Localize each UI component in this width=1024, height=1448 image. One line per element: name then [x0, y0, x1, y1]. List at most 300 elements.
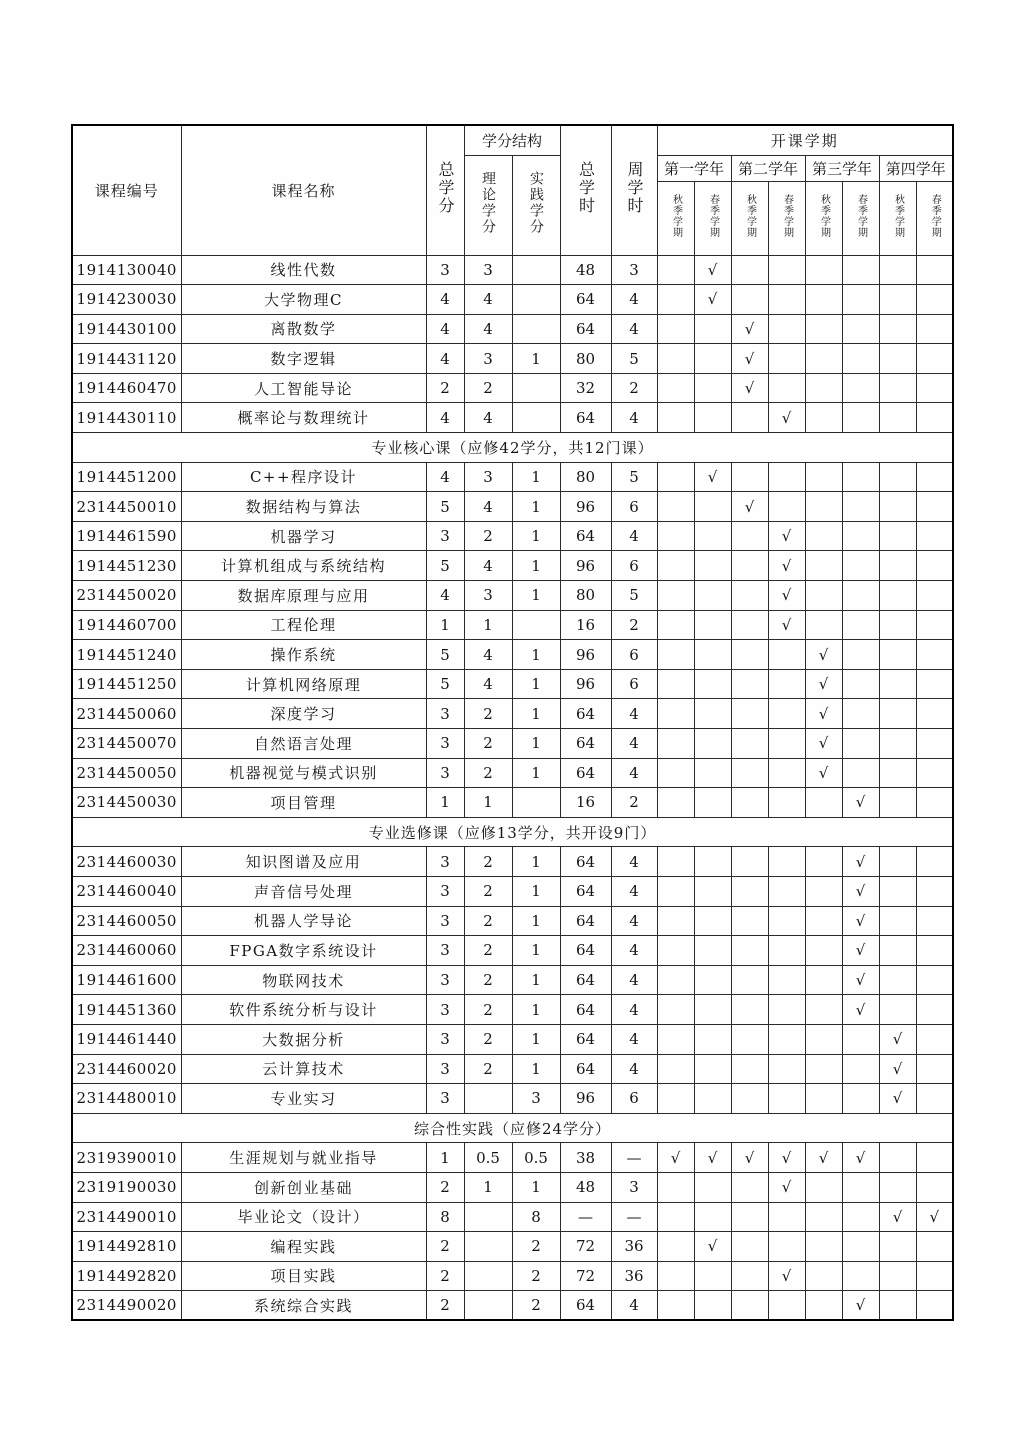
- semester-cell-y3-fall: [805, 788, 842, 818]
- semester-cell-y3-fall: [805, 403, 842, 433]
- weekly-hours-cell: 5: [611, 344, 657, 374]
- total-credits-cell: 2: [426, 1172, 464, 1202]
- semester-cell-y4-spring: [916, 1024, 953, 1054]
- semester-cell-y1-spring: √: [694, 255, 731, 285]
- semester-cell-y3-spring: √: [842, 847, 879, 877]
- practice-credits-cell: 1: [512, 876, 560, 906]
- semester-cell-y4-spring: [916, 521, 953, 551]
- total-hours-cell: 16: [560, 610, 611, 640]
- course-code-cell: 1914461590: [72, 521, 181, 551]
- total-credits-cell: 8: [426, 1202, 464, 1232]
- weekly-hours-cell: 4: [611, 876, 657, 906]
- header-y3-spring: 春季学期: [842, 181, 879, 255]
- weekly-hours-cell: 4: [611, 847, 657, 877]
- course-row: [72, 551, 953, 581]
- course-code-cell: 1914430110: [72, 403, 181, 433]
- total-hours-cell: 96: [560, 640, 611, 670]
- semester-cell-y4-spring: [916, 788, 953, 818]
- total-hours-cell: 64: [560, 699, 611, 729]
- practice-credits-cell: 2: [512, 1291, 560, 1321]
- semester-cell-y2-fall: √: [731, 492, 768, 522]
- weekly-hours-cell: 4: [611, 936, 657, 966]
- theory-credits-cell: 3: [464, 581, 512, 611]
- theory-credits-cell: 2: [464, 521, 512, 551]
- practice-credits-cell: 1: [512, 906, 560, 936]
- semester-cell-y2-fall: √: [731, 1143, 768, 1173]
- semester-cell-y4-spring: [916, 285, 953, 315]
- semester-cell-y1-spring: √: [694, 1232, 731, 1262]
- semester-cell-y1-spring: [694, 610, 731, 640]
- semester-cell-y4-spring: [916, 1143, 953, 1173]
- theory-credits-cell: [464, 1261, 512, 1291]
- semester-cell-y2-spring: [768, 758, 805, 788]
- course-code-cell: 2314480010: [72, 1084, 181, 1114]
- semester-cell-y2-fall: [731, 965, 768, 995]
- course-name-cell: 创新创业基础: [181, 1172, 426, 1202]
- course-row: [72, 906, 953, 936]
- weekly-hours-cell: 6: [611, 669, 657, 699]
- total-credits-cell: 3: [426, 1084, 464, 1114]
- semester-cell-y3-fall: [805, 255, 842, 285]
- weekly-hours-cell: 4: [611, 758, 657, 788]
- practice-credits-cell: [512, 255, 560, 285]
- semester-cell-y2-spring: [768, 847, 805, 877]
- theory-credits-cell: 4: [464, 285, 512, 315]
- course-code-cell: 2314460050: [72, 906, 181, 936]
- semester-cell-y1-fall: [657, 1291, 694, 1321]
- semester-cell-y1-spring: [694, 965, 731, 995]
- course-code-cell: 2314490010: [72, 1202, 181, 1232]
- semester-cell-y3-spring: [842, 255, 879, 285]
- semester-cell-y4-fall: √: [879, 1024, 916, 1054]
- semester-cell-y3-spring: [842, 581, 879, 611]
- semester-cell-y1-fall: [657, 551, 694, 581]
- semester-cell-y1-spring: [694, 1261, 731, 1291]
- semester-cell-y2-spring: [768, 936, 805, 966]
- semester-cell-y1-spring: [694, 640, 731, 670]
- total-hours-cell: 38: [560, 1143, 611, 1173]
- semester-cell-y4-fall: √: [879, 1054, 916, 1084]
- course-code-cell: 1914492820: [72, 1261, 181, 1291]
- theory-credits-cell: 4: [464, 551, 512, 581]
- course-code-cell: 1914461440: [72, 1024, 181, 1054]
- semester-cell-y3-fall: [805, 965, 842, 995]
- practice-credits-cell: 1: [512, 669, 560, 699]
- semester-cell-y3-spring: √: [842, 936, 879, 966]
- semester-cell-y1-fall: [657, 373, 694, 403]
- course-name-cell: 操作系统: [181, 640, 426, 670]
- semester-cell-y1-spring: [694, 995, 731, 1025]
- course-row: [72, 1172, 953, 1202]
- practice-credits-cell: 1: [512, 729, 560, 759]
- semester-cell-y3-fall: √: [805, 699, 842, 729]
- semester-cell-y1-fall: [657, 1054, 694, 1084]
- semester-cell-y4-fall: [879, 936, 916, 966]
- total-hours-cell: 16: [560, 788, 611, 818]
- total-hours-cell: 96: [560, 1084, 611, 1114]
- semester-cell-y4-spring: [916, 640, 953, 670]
- total-credits-cell: 5: [426, 640, 464, 670]
- semester-cell-y3-fall: [805, 521, 842, 551]
- total-hours-cell: 64: [560, 1024, 611, 1054]
- total-credits-cell: 3: [426, 1024, 464, 1054]
- course-code-cell: 1914451240: [72, 640, 181, 670]
- total-hours-cell: 64: [560, 758, 611, 788]
- weekly-hours-cell: 4: [611, 729, 657, 759]
- header-y4-fall: 秋季学期: [879, 181, 916, 255]
- practice-credits-cell: 1: [512, 521, 560, 551]
- semester-cell-y1-fall: [657, 1024, 694, 1054]
- theory-credits-cell: 3: [464, 344, 512, 374]
- course-name-cell: 工程伦理: [181, 610, 426, 640]
- semester-cell-y4-spring: [916, 847, 953, 877]
- course-code-cell: 1914230030: [72, 285, 181, 315]
- semester-cell-y3-fall: [805, 1261, 842, 1291]
- weekly-hours-cell: 36: [611, 1261, 657, 1291]
- semester-cell-y4-fall: [879, 669, 916, 699]
- semester-cell-y1-fall: [657, 403, 694, 433]
- header-year-4: 第四学年: [879, 155, 953, 181]
- semester-cell-y1-spring: [694, 1054, 731, 1084]
- semester-cell-y3-spring: √: [842, 1143, 879, 1173]
- course-row: [72, 610, 953, 640]
- semester-cell-y4-fall: [879, 462, 916, 492]
- semester-cell-y3-fall: √: [805, 758, 842, 788]
- total-credits-cell: 3: [426, 729, 464, 759]
- header-y2-spring: 春季学期: [768, 181, 805, 255]
- total-hours-cell: 64: [560, 1054, 611, 1084]
- practice-credits-cell: 1: [512, 492, 560, 522]
- semester-cell-y4-fall: √: [879, 1084, 916, 1114]
- semester-cell-y4-fall: [879, 1261, 916, 1291]
- semester-cell-y3-spring: [842, 729, 879, 759]
- course-row: [72, 492, 953, 522]
- semester-cell-y4-spring: [916, 1291, 953, 1321]
- total-credits-cell: 4: [426, 285, 464, 315]
- theory-credits-cell: 2: [464, 699, 512, 729]
- course-row: [72, 640, 953, 670]
- course-name-cell: 专业实习: [181, 1084, 426, 1114]
- semester-cell-y2-fall: [731, 788, 768, 818]
- weekly-hours-cell: 6: [611, 1084, 657, 1114]
- total-credits-cell: 2: [426, 1232, 464, 1262]
- course-row: [72, 1261, 953, 1291]
- theory-credits-cell: 2: [464, 876, 512, 906]
- course-row: [72, 1202, 953, 1232]
- semester-cell-y1-fall: [657, 995, 694, 1025]
- practice-credits-cell: 1: [512, 344, 560, 374]
- theory-credits-cell: [464, 1232, 512, 1262]
- semester-cell-y1-spring: √: [694, 285, 731, 315]
- total-credits-cell: 4: [426, 314, 464, 344]
- header-total-hours: 总学时: [560, 125, 611, 255]
- total-credits-cell: 3: [426, 847, 464, 877]
- weekly-hours-cell: 3: [611, 1172, 657, 1202]
- course-name-cell: C++程序设计: [181, 462, 426, 492]
- semester-cell-y1-fall: [657, 285, 694, 315]
- course-name-cell: 知识图谱及应用: [181, 847, 426, 877]
- practice-credits-cell: 8: [512, 1202, 560, 1232]
- semester-cell-y1-fall: √: [657, 1143, 694, 1173]
- semester-cell-y4-spring: [916, 876, 953, 906]
- semester-cell-y2-fall: [731, 1261, 768, 1291]
- course-name-cell: 项目管理: [181, 788, 426, 818]
- header-course-name: 课程名称: [181, 125, 426, 255]
- semester-cell-y2-spring: [768, 1054, 805, 1084]
- total-credits-cell: 4: [426, 344, 464, 374]
- semester-cell-y4-spring: [916, 344, 953, 374]
- weekly-hours-cell: 2: [611, 373, 657, 403]
- course-row: [72, 936, 953, 966]
- course-code-cell: 1914461600: [72, 965, 181, 995]
- semester-cell-y1-fall: [657, 788, 694, 818]
- semester-cell-y4-fall: [879, 344, 916, 374]
- total-credits-cell: 4: [426, 581, 464, 611]
- total-hours-cell: 72: [560, 1232, 611, 1262]
- semester-cell-y1-fall: [657, 847, 694, 877]
- semester-cell-y1-fall: [657, 344, 694, 374]
- semester-cell-y4-fall: [879, 906, 916, 936]
- semester-cell-y4-fall: [879, 1172, 916, 1202]
- weekly-hours-cell: 4: [611, 1054, 657, 1084]
- semester-cell-y2-spring: [768, 699, 805, 729]
- semester-cell-y3-spring: [842, 640, 879, 670]
- theory-credits-cell: 3: [464, 462, 512, 492]
- theory-credits-cell: 2: [464, 995, 512, 1025]
- course-name-cell: 声音信号处理: [181, 876, 426, 906]
- practice-credits-cell: 1: [512, 965, 560, 995]
- total-credits-cell: 1: [426, 610, 464, 640]
- semester-cell-y2-spring: [768, 906, 805, 936]
- course-name-cell: 编程实践: [181, 1232, 426, 1262]
- course-code-cell: 2314460030: [72, 847, 181, 877]
- semester-cell-y2-spring: [768, 462, 805, 492]
- course-row: [72, 758, 953, 788]
- practice-credits-cell: 3: [512, 1084, 560, 1114]
- semester-cell-y3-fall: [805, 373, 842, 403]
- course-row: [72, 344, 953, 374]
- semester-cell-y2-fall: √: [731, 373, 768, 403]
- semester-cell-y3-spring: [842, 521, 879, 551]
- semester-cell-y1-fall: [657, 314, 694, 344]
- course-name-cell: 大数据分析: [181, 1024, 426, 1054]
- semester-cell-y4-spring: [916, 255, 953, 285]
- course-code-cell: 2319390010: [72, 1143, 181, 1173]
- weekly-hours-cell: 4: [611, 906, 657, 936]
- course-row: [72, 1054, 953, 1084]
- practice-credits-cell: 1: [512, 1172, 560, 1202]
- semester-cell-y2-spring: [768, 640, 805, 670]
- course-code-cell: 2314460020: [72, 1054, 181, 1084]
- semester-cell-y1-fall: [657, 492, 694, 522]
- theory-credits-cell: 2: [464, 729, 512, 759]
- semester-cell-y1-fall: [657, 1232, 694, 1262]
- course-row: [72, 1024, 953, 1054]
- theory-credits-cell: 2: [464, 758, 512, 788]
- semester-cell-y2-fall: [731, 1202, 768, 1232]
- semester-cell-y4-fall: [879, 551, 916, 581]
- total-hours-cell: 80: [560, 462, 611, 492]
- semester-cell-y1-fall: [657, 1172, 694, 1202]
- total-hours-cell: 80: [560, 581, 611, 611]
- semester-cell-y2-fall: [731, 1291, 768, 1321]
- practice-credits-cell: 2: [512, 1261, 560, 1291]
- course-code-cell: 2314490020: [72, 1291, 181, 1321]
- theory-credits-cell: 1: [464, 1172, 512, 1202]
- header-course-code: 课程编号: [72, 125, 181, 255]
- total-credits-cell: 3: [426, 521, 464, 551]
- theory-credits-cell: [464, 1084, 512, 1114]
- course-row: [72, 788, 953, 818]
- theory-credits-cell: 1: [464, 610, 512, 640]
- practice-credits-cell: 0.5: [512, 1143, 560, 1173]
- semester-cell-y3-fall: [805, 1024, 842, 1054]
- weekly-hours-cell: —: [611, 1202, 657, 1232]
- section-row: [72, 433, 953, 463]
- semester-cell-y2-spring: [768, 876, 805, 906]
- practice-credits-cell: 1: [512, 936, 560, 966]
- table-header: [72, 125, 953, 255]
- total-credits-cell: 1: [426, 1143, 464, 1173]
- practice-credits-cell: [512, 403, 560, 433]
- semester-cell-y4-fall: [879, 1291, 916, 1321]
- weekly-hours-cell: 36: [611, 1232, 657, 1262]
- semester-cell-y2-fall: [731, 1084, 768, 1114]
- weekly-hours-cell: 2: [611, 788, 657, 818]
- semester-cell-y3-fall: [805, 581, 842, 611]
- semester-cell-y3-spring: √: [842, 1291, 879, 1321]
- semester-cell-y4-spring: [916, 314, 953, 344]
- course-name-cell: 深度学习: [181, 699, 426, 729]
- semester-cell-y3-spring: [842, 373, 879, 403]
- course-code-cell: 2314450010: [72, 492, 181, 522]
- theory-credits-cell: 2: [464, 1024, 512, 1054]
- semester-cell-y1-fall: [657, 758, 694, 788]
- semester-cell-y4-fall: [879, 847, 916, 877]
- theory-credits-cell: [464, 1202, 512, 1232]
- total-credits-cell: 3: [426, 255, 464, 285]
- semester-cell-y4-spring: [916, 403, 953, 433]
- semester-cell-y2-fall: [731, 1054, 768, 1084]
- semester-cell-y4-spring: [916, 462, 953, 492]
- course-row: [72, 669, 953, 699]
- semester-cell-y4-fall: [879, 255, 916, 285]
- practice-credits-cell: [512, 314, 560, 344]
- weekly-hours-cell: 6: [611, 640, 657, 670]
- semester-cell-y4-spring: [916, 729, 953, 759]
- semester-cell-y3-fall: √: [805, 729, 842, 759]
- total-credits-cell: 3: [426, 936, 464, 966]
- semester-cell-y1-fall: [657, 521, 694, 551]
- semester-cell-y4-fall: [879, 758, 916, 788]
- semester-cell-y3-spring: [842, 285, 879, 315]
- semester-cell-y4-fall: [879, 729, 916, 759]
- practice-credits-cell: [512, 285, 560, 315]
- semester-cell-y2-spring: √: [768, 403, 805, 433]
- weekly-hours-cell: 6: [611, 551, 657, 581]
- section-label: 专业核心课（应修42学分，共12门课）: [72, 433, 953, 463]
- total-hours-cell: 64: [560, 876, 611, 906]
- semester-cell-y4-spring: [916, 669, 953, 699]
- semester-cell-y4-fall: [879, 492, 916, 522]
- practice-credits-cell: [512, 610, 560, 640]
- weekly-hours-cell: 2: [611, 610, 657, 640]
- semester-cell-y2-fall: [731, 669, 768, 699]
- semester-cell-y3-fall: [805, 847, 842, 877]
- total-credits-cell: 2: [426, 373, 464, 403]
- semester-cell-y3-fall: [805, 1202, 842, 1232]
- course-code-cell: 1914451360: [72, 995, 181, 1025]
- header-credit-structure: 学分结构: [464, 125, 560, 155]
- semester-cell-y3-spring: [842, 1024, 879, 1054]
- semester-cell-y4-fall: [879, 610, 916, 640]
- course-code-cell: 2314460060: [72, 936, 181, 966]
- course-code-cell: 1914451250: [72, 669, 181, 699]
- semester-cell-y4-fall: [879, 581, 916, 611]
- semester-cell-y2-fall: [731, 462, 768, 492]
- practice-credits-cell: 1: [512, 640, 560, 670]
- course-code-cell: 2314460040: [72, 876, 181, 906]
- semester-cell-y2-fall: [731, 1172, 768, 1202]
- header-year-2: 第二学年: [731, 155, 805, 181]
- total-hours-cell: 72: [560, 1261, 611, 1291]
- semester-cell-y1-spring: [694, 581, 731, 611]
- course-row: [72, 462, 953, 492]
- semester-cell-y2-fall: [731, 1024, 768, 1054]
- semester-cell-y1-fall: [657, 669, 694, 699]
- semester-cell-y4-fall: [879, 403, 916, 433]
- semester-cell-y2-spring: [768, 373, 805, 403]
- semester-cell-y4-spring: [916, 699, 953, 729]
- semester-cell-y1-spring: [694, 876, 731, 906]
- weekly-hours-cell: 4: [611, 1291, 657, 1321]
- semester-cell-y4-fall: [879, 965, 916, 995]
- semester-cell-y1-fall: [657, 1261, 694, 1291]
- total-hours-cell: 48: [560, 1172, 611, 1202]
- semester-cell-y3-fall: [805, 285, 842, 315]
- semester-cell-y1-spring: [694, 521, 731, 551]
- semester-cell-y2-fall: [731, 906, 768, 936]
- semester-cell-y4-spring: √: [916, 1202, 953, 1232]
- semester-cell-y2-fall: [731, 876, 768, 906]
- semester-cell-y2-fall: [731, 610, 768, 640]
- total-credits-cell: 5: [426, 669, 464, 699]
- total-hours-cell: 80: [560, 344, 611, 374]
- course-code-cell: 1914451200: [72, 462, 181, 492]
- semester-cell-y1-spring: [694, 1024, 731, 1054]
- semester-cell-y3-spring: [842, 669, 879, 699]
- total-credits-cell: 3: [426, 876, 464, 906]
- theory-credits-cell: 4: [464, 492, 512, 522]
- semester-cell-y3-spring: [842, 462, 879, 492]
- course-name-cell: FPGA数字系统设计: [181, 936, 426, 966]
- semester-cell-y3-spring: [842, 1232, 879, 1262]
- semester-cell-y2-fall: [731, 699, 768, 729]
- semester-cell-y3-spring: [842, 758, 879, 788]
- course-name-cell: 大学物理C: [181, 285, 426, 315]
- semester-cell-y2-spring: √: [768, 610, 805, 640]
- semester-cell-y3-spring: [842, 344, 879, 374]
- semester-cell-y3-spring: √: [842, 788, 879, 818]
- header-year-3: 第三学年: [805, 155, 879, 181]
- course-row: [72, 255, 953, 285]
- header-weekly-hours: 周学时: [611, 125, 657, 255]
- header-theory-credits: 理论学分: [464, 155, 512, 255]
- semester-cell-y2-spring: [768, 1202, 805, 1232]
- theory-credits-cell: 0.5: [464, 1143, 512, 1173]
- course-code-cell: 1914460700: [72, 610, 181, 640]
- semester-cell-y2-spring: [768, 285, 805, 315]
